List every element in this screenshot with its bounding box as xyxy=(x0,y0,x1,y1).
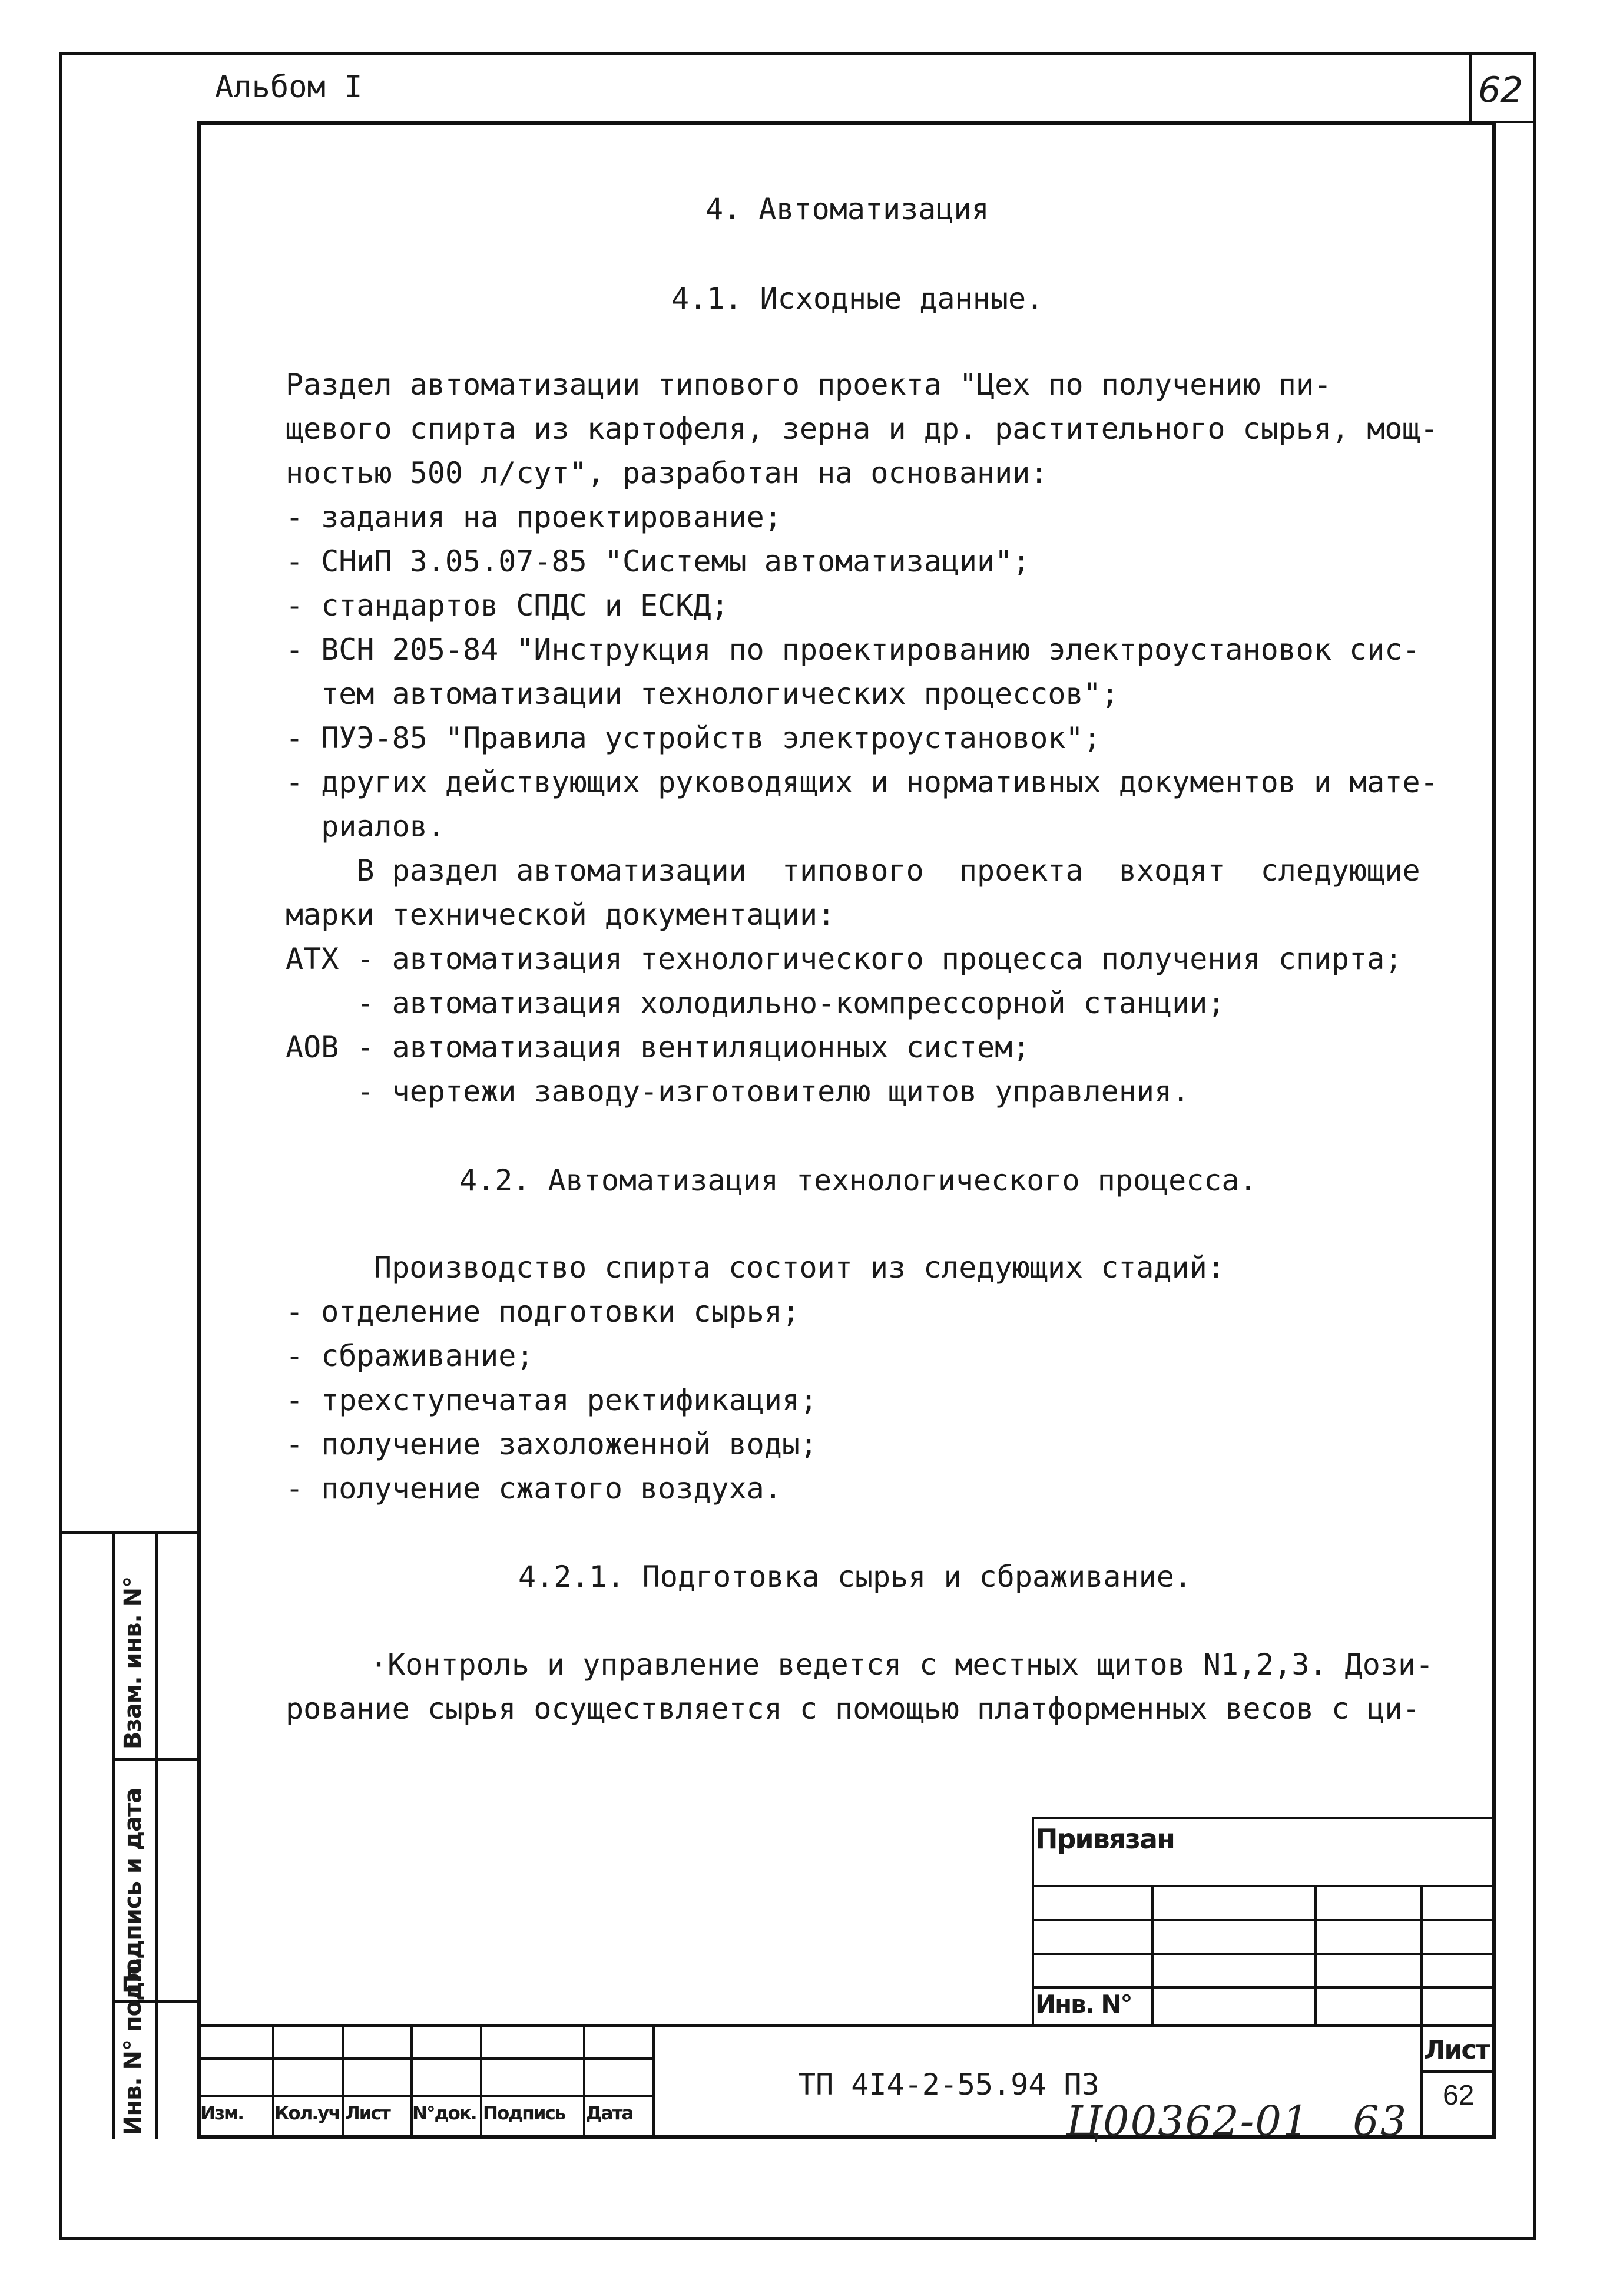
section-title: 4. Автоматизация xyxy=(705,192,989,226)
stage-item: - трехступечатая ректификация; xyxy=(286,1383,818,1417)
col-list: Лист xyxy=(345,2103,390,2124)
col-podpis: Подпись xyxy=(483,2103,565,2124)
marks-line: марки технической документации: xyxy=(286,898,836,932)
privyazan-row-line xyxy=(1032,1953,1496,1955)
page-number-top: 62 xyxy=(1478,70,1523,111)
control-line-2: рование сырья осуществляется с помощью платформенных весов с ци- xyxy=(286,1692,1420,1726)
stage-item: - сбраживание; xyxy=(286,1339,534,1373)
privyazan-left-line xyxy=(1032,1817,1034,2026)
intro-line-3: ностью 500 л/сут", разработан на основании: xyxy=(286,456,1048,490)
intro-line-2: щевого спирта из картофеля, зерна и др. растительного сырья, мощ- xyxy=(286,412,1438,446)
marks-line: АОВ - автоматизация вентиляционных систем; xyxy=(286,1030,1031,1064)
stage-item: - получение сжатого воздуха. xyxy=(286,1471,782,1506)
sheet-label: Лист xyxy=(1424,2035,1489,2065)
stamp-sheet-divider xyxy=(1420,2024,1423,2139)
handwritten-archive-number: Ц00362-01 63 xyxy=(1066,2097,1408,2145)
marks-line: В раздел автоматизации типового проекта входят следующие xyxy=(286,853,1420,888)
subsection-title-4-2: 4.2. Автоматизация технологического процесса. xyxy=(459,1163,1257,1197)
basis-item: тем автоматизации технологических процессов"; xyxy=(286,677,1119,711)
basis-item: - ВСН 205-84 "Инструкция по проектированию электроустановок сис- xyxy=(286,633,1420,667)
subsection-title-4-1: 4.1. Исходные данные. xyxy=(671,282,1044,316)
side-label-podpis: Подпись и дата xyxy=(120,1788,147,1994)
stage-item: - получение захоложенной воды; xyxy=(286,1427,818,1461)
privyazan-col-line xyxy=(1420,1885,1423,2026)
intro-line-1: Раздел автоматизации типового проекта "Цех по получению пи- xyxy=(286,368,1332,402)
stamp-top-line xyxy=(197,2024,1496,2027)
col-izm: Изм. xyxy=(200,2103,244,2124)
side-cell-vzam xyxy=(115,1531,155,1758)
side-label-vzam: Взам. инв. N° xyxy=(120,1576,147,1749)
page-number-underline xyxy=(1469,121,1536,123)
stage-item: - отделение подготовки сырья; xyxy=(286,1295,800,1329)
basis-item: - других действующих руководящих и нормативных документов и мате- xyxy=(286,765,1438,799)
col-data: Дата xyxy=(586,2103,633,2124)
album-label: Альбом I xyxy=(215,70,363,105)
subsection-title-4-2-1: 4.2.1. Подготовка сырья и сбраживание. xyxy=(518,1560,1192,1594)
page-number-divider xyxy=(1469,52,1472,121)
col-ndok: N°док. xyxy=(412,2103,476,2124)
stamp-sheet-line xyxy=(1420,2070,1496,2073)
inv-no-label: Инв. N° xyxy=(1035,1990,1132,2019)
privyazan-label: Привязан xyxy=(1035,1823,1174,1855)
basis-item: - стандартов СПДС и ЕСКД; xyxy=(286,588,729,623)
control-line-1: ·Контроль и управление ведется с местных щитов N1,2,3. Дози- xyxy=(370,1647,1434,1682)
stamp-col-line xyxy=(342,2024,344,2139)
marks-line: - автоматизация холодильно-компрессорной станции; xyxy=(286,986,1225,1020)
side-label-inv: Инв. N° подл. xyxy=(120,1957,147,2135)
basis-item: - задания на проектирование; xyxy=(286,500,782,534)
stamp-col-line xyxy=(583,2024,585,2139)
privyazan-row-line xyxy=(1032,1986,1496,1989)
privyazan-col-line xyxy=(1314,1885,1317,2026)
basis-item: - ПУЭ-85 "Правила устройств электроустановок"; xyxy=(286,721,1101,755)
stamp-col-line xyxy=(480,2024,482,2139)
stages-intro: Производство спирта состоит из следующих стадий: xyxy=(374,1250,1225,1285)
privyazan-col-line xyxy=(1151,1885,1154,2026)
side-cell-inv xyxy=(115,1957,155,2139)
basis-item: - СНиП 3.05.07-85 "Системы автоматизации"; xyxy=(286,544,1031,578)
privyazan-row-line xyxy=(1032,1885,1496,1887)
basis-item: риалов. xyxy=(286,809,445,843)
stamp-main-divider xyxy=(652,2024,655,2139)
marks-line: - чертежи заводу-изготовителю щитов управления. xyxy=(286,1074,1190,1109)
col-koluch: Кол.уч xyxy=(274,2103,340,2124)
side-stamp-divider xyxy=(155,1531,158,2139)
sheet-number: 62 xyxy=(1443,2080,1475,2111)
privyazan-row-line xyxy=(1032,1919,1496,1921)
document-code: ТП 4I4-2-55.94 ПЗ xyxy=(798,2067,1099,2102)
marks-line: АТХ - автоматизация технологического процесса получения спирта; xyxy=(286,942,1403,976)
privyazan-top-line xyxy=(1032,1817,1496,1819)
